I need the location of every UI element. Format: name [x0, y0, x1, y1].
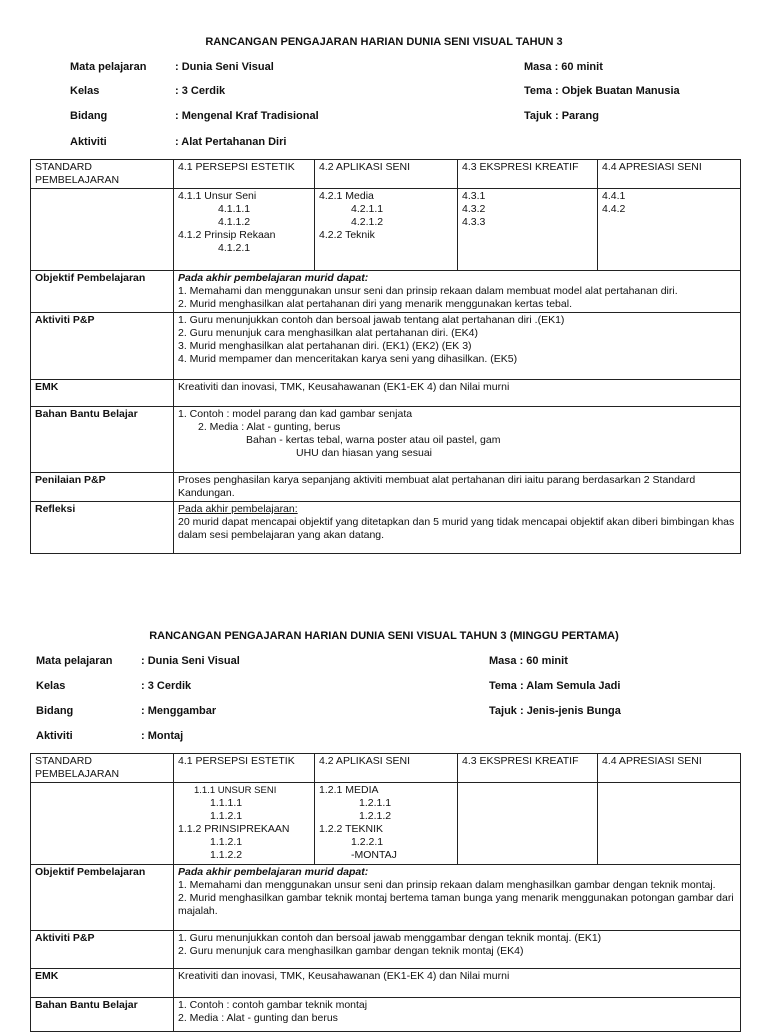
doc2-col41-line: 1.1.1 UNSUR SENI [194, 785, 277, 796]
doc2-standard-empty [31, 783, 174, 865]
doc1-tajuk: Tajuk : Parang [524, 110, 599, 122]
doc2-header-row [31, 754, 741, 783]
doc1-col42-line: 4.2.1.2 [351, 216, 384, 228]
doc1-aktiviti-pp-cell [174, 313, 741, 380]
doc2-aktiviti-value: : Montaj [141, 730, 184, 742]
doc1-col-42 [315, 189, 458, 271]
doc2-col41-line: 1.1.2.1 [210, 836, 243, 848]
doc1-col44-line: 4.4.2 [602, 203, 626, 215]
doc1-penilaian-row [31, 473, 741, 502]
doc2-emk-row [31, 969, 741, 998]
doc2-aktiviti-item: 1. Guru menunjukkan contoh dan bersoal jawab menggambar dengan teknik montaj. (EK1) [178, 932, 602, 944]
doc2-bahan-cell [174, 998, 741, 1032]
doc2-col-42 [315, 783, 458, 865]
doc1-aktiviti-pp-label: Aktiviti P&P [31, 313, 174, 380]
doc1-col41-line: 4.1.2 Prinsip Rekaan [178, 229, 276, 241]
doc1-objektif-cell [174, 271, 741, 313]
doc2-emk-label: EMK [31, 969, 174, 998]
doc1-title: RANCANGAN PENGAJARAN HARIAN DUNIA SENI VISUAL TAHUN 3 [205, 36, 563, 48]
doc2-aktiviti-pp-label: Aktiviti P&P [31, 931, 174, 969]
doc1-col43-line: 4.3.3 [462, 216, 486, 228]
doc1-col43-line: 4.3.2 [462, 203, 486, 215]
doc1-col41-line: 4.1.1.1 [218, 203, 251, 215]
doc2-header-standard: STANDARD PEMBELAJARAN [31, 754, 174, 783]
doc2-col42-line: 1.2.2 TEKNIK [319, 823, 384, 835]
doc2-col41-line: 1.1.2.1 [210, 810, 243, 822]
doc2-bidang-value: : Menggambar [141, 705, 217, 717]
doc1-col44-line: 4.4.1 [602, 190, 626, 202]
doc1-refleksi-cell [174, 502, 741, 554]
doc1-plan-table [30, 159, 741, 554]
doc1-objektif-label: Objektif Pembelajaran [31, 271, 174, 313]
doc2-bahan-item: 1. Contoh : contoh gambar teknik montaj [178, 999, 368, 1011]
doc2-col42-line: 1.2.1 MEDIA [319, 784, 379, 796]
doc2-mata-value: : Dunia Seni Visual [141, 655, 240, 667]
doc1-col41-line: 4.1.1.2 [218, 216, 251, 228]
doc1-kelas-label: Kelas [70, 85, 100, 97]
doc1-col42-line: 4.2.1 Media [319, 190, 374, 202]
doc1-emk-label: EMK [31, 380, 174, 407]
doc1-objektif-item: 2. Murid menghasilkan alat pertahanan diri yang menarik menggunakan kertas tebal. [178, 298, 572, 310]
doc1-penilaian-label: Penilaian P&P [31, 473, 174, 502]
doc2-col-41 [174, 783, 315, 865]
doc2-header-41: 4.1 PERSEPSI ESTETIK [174, 754, 315, 783]
doc2-standard-row [31, 783, 741, 865]
doc1-col42-line: 4.2.1.1 [351, 203, 384, 215]
doc1-penilaian-value: Proses penghasilan karya sepanjang aktiviti membuat alat pertahanan diri iaitu parang berdasarkan 2 Standard Kandungan. [174, 473, 741, 502]
doc2-header-44: 4.4 APRESIASI SENI [598, 754, 741, 783]
doc1-col-41 [174, 189, 315, 271]
doc1-bahan-item: Bahan - kertas tebal, warna poster atau oil pastel, gam [246, 434, 501, 446]
doc1-col-43 [458, 189, 598, 271]
doc2-col42-line: 1.2.1.2 [359, 810, 392, 822]
doc1-objektif-row [31, 271, 741, 313]
doc1-refleksi-row [31, 502, 741, 554]
doc2-bahan-label: Bahan Bantu Belajar [31, 998, 174, 1032]
doc2-header-42: 4.2 APLIKASI SENI [315, 754, 458, 783]
doc2-emk-value: Kreativiti dan inovasi, TMK, Keusahawanan (EK1-EK 4) dan Nilai murni [174, 969, 741, 998]
doc1-emk-row [31, 380, 741, 407]
doc1-aktiviti-pp-row [31, 313, 741, 380]
doc1-objektif-intro: Pada akhir pembelajaran murid dapat: [178, 272, 369, 284]
doc1-aktiviti-label: Aktiviti [70, 136, 107, 148]
doc2-kelas-value: : 3 Cerdik [141, 680, 192, 692]
doc1-col-44 [598, 189, 741, 271]
doc2-col41-line: 1.1.2.2 [210, 849, 243, 861]
doc2-masa: Masa : 60 minit [489, 655, 568, 667]
doc1-header-43: 4.3 EKSPRESI KREATIF [458, 160, 598, 189]
doc2-objektif-row [31, 865, 741, 931]
doc2-objektif-label: Objektif Pembelajaran [31, 865, 174, 931]
doc1-tema: Tema : Objek Buatan Manusia [524, 85, 680, 97]
doc1-bidang-label: Bidang [70, 110, 108, 122]
doc2-bahan-row [31, 998, 741, 1032]
doc1-header-row [31, 160, 741, 189]
doc2-col41-line: 1.1.1.1 [210, 797, 243, 809]
doc1-col41-line: 4.1.1 Unsur Seni [178, 190, 257, 202]
doc1-objektif-item: 1. Memahami dan menggunakan unsur seni dan prinsip rekaan dalam membuat model alat pertahanan diri. [178, 285, 678, 297]
doc1-header-41: 4.1 PERSEPSI ESTETIK [174, 160, 315, 189]
doc1-kelas-value: : 3 Cerdik [175, 85, 226, 97]
doc2-aktiviti-label: Aktiviti [36, 730, 73, 742]
doc1-aktiviti-item: 4. Murid mempamer dan menceritakan karya seni yang dihasilkan. (EK5) [178, 353, 518, 365]
doc1-emk-value: Kreativiti dan inovasi, TMK, Keusahawanan (EK1-EK 4) dan Nilai murni [174, 380, 741, 407]
doc2-objektif-item: 1. Memahami dan menggunakan unsur seni dan prinsip rekaan dalam menghasilkan gambar dengan teknik montaj. [178, 879, 716, 891]
doc1-refleksi-value: 20 murid dapat mencapai objektif yang ditetapkan dan 5 murid yang tidak mencapai objektif akan diberi bimbingan khas dalam sesi pembelajaran yang akan datang. [178, 516, 735, 541]
doc1-col41-line: 4.1.2.1 [218, 242, 251, 254]
doc1-mata-value: : Dunia Seni Visual [175, 61, 274, 73]
doc2-objektif-intro: Pada akhir pembelajaran murid dapat: [178, 866, 369, 878]
doc2-col42-line: -MONTAJ [351, 849, 397, 861]
doc2-kelas-label: Kelas [36, 680, 66, 692]
doc2-aktiviti-pp-row [31, 931, 741, 969]
doc1-header-44: 4.4 APRESIASI SENI [598, 160, 741, 189]
doc2-bahan-item: 2. Media : Alat - gunting dan berus [178, 1012, 338, 1024]
doc2-plan-table [30, 753, 741, 1032]
doc1-aktiviti-item: 1. Guru menunjukkan contoh dan bersoal jawab tentang alat pertahanan diri .(EK1) [178, 314, 565, 326]
doc1-aktiviti-item: 2. Guru menunjuk cara menghasilkan alat pertahanan diri. (EK4) [178, 327, 478, 339]
doc1-bahan-item: 2. Media : Alat - gunting, berus [198, 421, 341, 433]
doc1-refleksi-label: Refleksi [31, 502, 174, 554]
doc1-bahan-label: Bahan Bantu Belajar [31, 407, 174, 473]
doc1-aktiviti-item: 3. Murid menghasilkan alat pertahanan diri. (EK1) (EK2) (EK 3) [178, 340, 472, 352]
doc2-tema: Tema : Alam Semula Jadi [489, 680, 621, 692]
doc1-mata-label: Mata pelajaran [70, 61, 147, 73]
doc1-bahan-item: 1. Contoh : model parang dan kad gambar senjata [178, 408, 413, 420]
doc2-col-44 [598, 783, 741, 865]
doc2-bidang-label: Bidang [36, 705, 74, 717]
doc2-col41-line: 1.1.2 PRINSIPREKAAN [178, 823, 290, 835]
doc2-aktiviti-pp-cell [174, 931, 741, 969]
doc2-header-43: 4.3 EKSPRESI KREATIF [458, 754, 598, 783]
doc2-objektif-cell [174, 865, 741, 931]
doc2-col42-line: 1.2.1.1 [359, 797, 392, 809]
doc1-refleksi-intro: Pada akhir pembelajaran: [178, 503, 298, 515]
doc1-bahan-cell [174, 407, 741, 473]
doc1-standard-empty [31, 189, 174, 271]
doc1-aktiviti-value: : Alat Pertahanan Diri [175, 136, 287, 148]
doc1-standard-row [31, 189, 741, 271]
doc2-col-43 [458, 783, 598, 865]
doc2-mata-label: Mata pelajaran [36, 655, 113, 667]
doc1-bahan-item: UHU dan hiasan yang sesuai [296, 447, 432, 459]
doc2-title: RANCANGAN PENGAJARAN HARIAN DUNIA SENI VISUAL TAHUN 3 (MINGGU PERTAMA) [149, 630, 619, 642]
doc1-bidang-value: : Mengenal Kraf Tradisional [175, 110, 319, 122]
doc1-bahan-row [31, 407, 741, 473]
doc1-col42-line: 4.2.2 Teknik [319, 229, 375, 241]
doc2-objektif-item: 2. Murid menghasilkan gambar teknik montaj bertema taman bunga yang menarik menggunakan potongan gambar dari majalah. [178, 892, 734, 917]
doc1-masa: Masa : 60 minit [524, 61, 603, 73]
doc1-header-standard: STANDARD PEMBELAJARAN [31, 160, 174, 189]
doc2-tajuk: Tajuk : Jenis-jenis Bunga [489, 705, 621, 717]
doc1-header-42: 4.2 APLIKASI SENI [315, 160, 458, 189]
doc2-aktiviti-item: 2. Guru menunjuk cara menghasilkan gambar dengan teknik montaj (EK4) [178, 945, 524, 957]
doc1-col43-line: 4.3.1 [462, 190, 486, 202]
doc2-col42-line: 1.2.2.1 [351, 836, 384, 848]
